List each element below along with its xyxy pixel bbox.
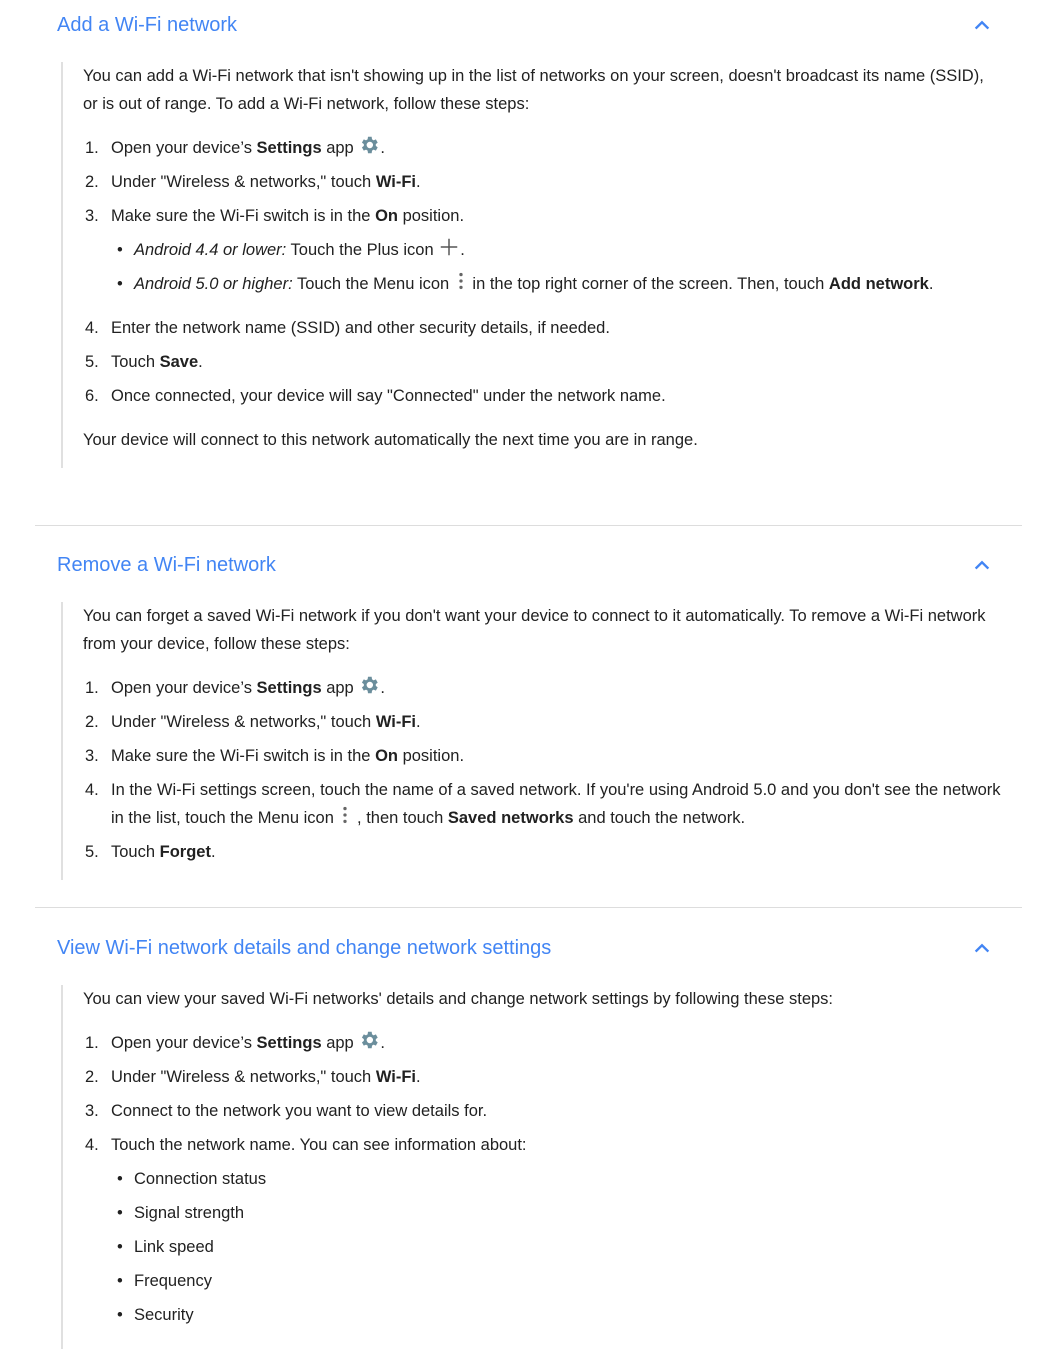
- menu-icon: [454, 270, 468, 292]
- menu-icon: [338, 804, 352, 826]
- section-view-details: [35, 935, 1022, 1324]
- list-item: 1. Open your device’s Settings app .: [83, 134, 1001, 162]
- section-divider: [35, 907, 1022, 908]
- section-add-wifi: [35, 12, 1022, 449]
- section-body: [61, 602, 1001, 880]
- list-item: • Android 4.4 or lower: Touch the Plus icon .: [111, 236, 1001, 264]
- section-remove-wifi: [35, 552, 1022, 861]
- chevron-up-icon[interactable]: [971, 14, 993, 36]
- section-body: [61, 62, 1001, 468]
- list-item: 2. Under "Wireless & networks," touch Wi-Fi.: [85, 173, 421, 191]
- list-item: 5. Touch Forget.: [85, 843, 216, 861]
- list-item: 1. Open your device’s Settings app .: [83, 674, 1001, 702]
- list-item: 5. Touch Save.: [85, 353, 203, 371]
- intro-text: You can view your saved Wi-Fi networks' details and change network settings by following these steps:: [83, 990, 834, 1008]
- section-header-add-wifi[interactable]: [35, 12, 1022, 42]
- steps-list: [83, 674, 1001, 866]
- intro-text: You can forget a saved Wi-Fi network if you don't want your device to connect to it automatically. To remove a Wi-Fi network from your device, follow these steps:: [83, 607, 986, 653]
- chevron-up-icon[interactable]: [971, 937, 993, 959]
- steps-list: [83, 134, 1001, 410]
- intro-text: You can add a Wi-Fi network that isn't showing up in the list of networks on your screen, doesn't broadcast its name (SSID), or is out of range. To add a Wi-Fi network, follow these steps:: [83, 67, 984, 113]
- section-body: [61, 985, 1001, 1349]
- list-item: 4. Touch the network name. You can see information about: • Connection status • Signal strength • Link speed • Frequency • Security: [83, 1131, 1001, 1329]
- list-item: 3. Connect to the network you want to view details for.: [85, 1102, 488, 1120]
- list-item: • Frequency: [117, 1272, 212, 1290]
- section-title[interactable]: View Wi-Fi network details and change network settings: [57, 937, 552, 959]
- details-list: [111, 1165, 1001, 1329]
- section-header-view-details[interactable]: [35, 935, 1022, 965]
- gear-icon: [358, 674, 380, 696]
- list-item: • Link speed: [117, 1238, 214, 1256]
- list-item: 2. Under "Wireless & networks," touch Wi-Fi.: [85, 713, 421, 731]
- list-item: • Signal strength: [117, 1204, 245, 1222]
- gear-icon: [358, 1029, 380, 1051]
- plus-icon: [438, 236, 460, 258]
- list-item: 6. Once connected, your device will say "Connected" under the network name.: [85, 387, 666, 405]
- list-item: 2. Under "Wireless & networks," touch Wi-Fi.: [85, 1068, 421, 1086]
- section-title[interactable]: Remove a Wi-Fi network: [57, 554, 276, 576]
- steps-list: [83, 1029, 1001, 1329]
- sub-list: [111, 236, 1001, 298]
- list-item: 4. Enter the network name (SSID) and other security details, if needed.: [85, 319, 610, 337]
- outro-text: Your device will connect to this network automatically the next time you are in range.: [83, 431, 698, 449]
- list-item: • Security: [117, 1306, 194, 1324]
- list-item: 1. Open your device’s Settings app .: [83, 1029, 1001, 1057]
- section-header-remove-wifi[interactable]: [35, 552, 1022, 582]
- chevron-up-icon[interactable]: [971, 554, 993, 576]
- section-title[interactable]: Add a Wi-Fi network: [57, 14, 238, 36]
- list-item: 4. In the Wi-Fi settings screen, touch the name of a saved network. If you're using Android 5.0 and you don't see the network in the list, touch the Menu icon , then touch Saved networks and touch the network.: [85, 781, 1001, 827]
- section-divider: [35, 525, 1022, 526]
- gear-icon: [358, 134, 380, 156]
- list-item: • Android 5.0 or higher: Touch the Menu icon in the top right corner of the screen. Then, touch Add network.: [111, 270, 1001, 298]
- list-item: • Connection status: [117, 1170, 267, 1188]
- list-item: 3. Make sure the Wi-Fi switch is in the On position.: [85, 747, 465, 765]
- list-item: 3. Make sure the Wi-Fi switch is in the On position. • Android 4.4 or lower: Touch the Plus icon . • Android 5.0 or higher: Touch the Menu icon in the top right corner of the screen. Then, touch Add network.: [83, 202, 1001, 298]
